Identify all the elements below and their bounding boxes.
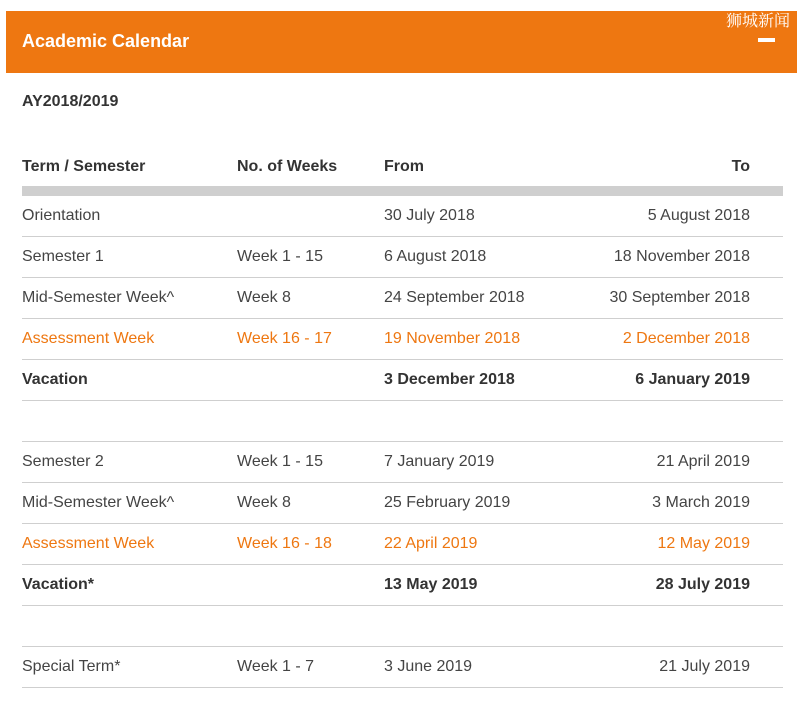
term-cell: Assessment Week (22, 330, 155, 347)
term-cell: Mid-Semester Week^ (22, 494, 175, 511)
weeks-cell: Week 1 - 7 (237, 658, 315, 675)
table-row (22, 483, 783, 524)
table-row (22, 442, 783, 483)
table-row (22, 319, 783, 360)
weeks-cell: Week 16 - 18 (237, 535, 332, 552)
table-spacer (22, 606, 783, 647)
to-cell: 12 May 2019 (657, 535, 750, 552)
from-cell: 25 February 2019 (384, 494, 511, 511)
page-title: Academic Calendar (22, 31, 190, 51)
from-cell: 30 July 2018 (384, 207, 475, 224)
table-row (22, 196, 783, 237)
term-cell: Vacation (22, 371, 88, 388)
to-cell: 18 November 2018 (613, 248, 750, 265)
column-header-from: From (384, 158, 424, 175)
calendar-table (22, 150, 783, 688)
academic-year: AY2018/2019 (22, 93, 119, 110)
term-cell: Assessment Week (22, 535, 155, 552)
from-cell: 19 November 2018 (384, 330, 521, 347)
table-row (22, 237, 783, 278)
term-cell: Vacation* (22, 576, 95, 593)
from-cell: 6 August 2018 (384, 248, 487, 265)
table-row (22, 565, 783, 606)
accordion-header[interactable] (6, 11, 797, 73)
weeks-cell: Week 16 - 17 (237, 330, 332, 347)
to-cell: 3 March 2019 (652, 494, 750, 511)
from-cell: 24 September 2018 (384, 289, 525, 306)
to-cell: 21 April 2019 (656, 453, 750, 470)
weeks-cell: Week 1 - 15 (237, 248, 323, 265)
term-cell: Special Term* (22, 658, 121, 675)
to-cell: 21 July 2019 (659, 658, 750, 675)
to-cell: 5 August 2018 (647, 207, 750, 224)
from-cell: 3 December 2018 (384, 371, 515, 388)
column-header-to: To (731, 158, 750, 175)
term-cell: Semester 2 (22, 453, 104, 470)
to-cell: 2 December 2018 (622, 330, 750, 347)
weeks-cell: Week 8 (237, 289, 291, 306)
column-header-term: Term / Semester (22, 158, 146, 175)
from-cell: 13 May 2019 (384, 576, 478, 593)
table-row (22, 360, 783, 401)
weeks-cell: Week 8 (237, 494, 291, 511)
term-cell: Semester 1 (22, 248, 104, 265)
term-cell: Mid-Semester Week^ (22, 289, 175, 306)
table-row (22, 278, 783, 319)
watermark: 狮城新闻 (725, 13, 790, 30)
from-cell: 22 April 2019 (384, 535, 478, 552)
to-cell: 28 July 2019 (655, 576, 750, 593)
collapse-icon[interactable] (758, 38, 775, 42)
to-cell: 6 January 2019 (635, 371, 750, 388)
column-header-weeks: No. of Weeks (237, 158, 338, 175)
table-row (22, 647, 783, 688)
term-cell: Orientation (22, 207, 101, 224)
to-cell: 30 September 2018 (609, 289, 750, 306)
from-cell: 7 January 2019 (384, 453, 495, 470)
weeks-cell: Week 1 - 15 (237, 453, 323, 470)
from-cell: 3 June 2019 (384, 658, 473, 675)
table-spacer (22, 401, 783, 442)
table-header (22, 150, 783, 196)
table-row (22, 524, 783, 565)
